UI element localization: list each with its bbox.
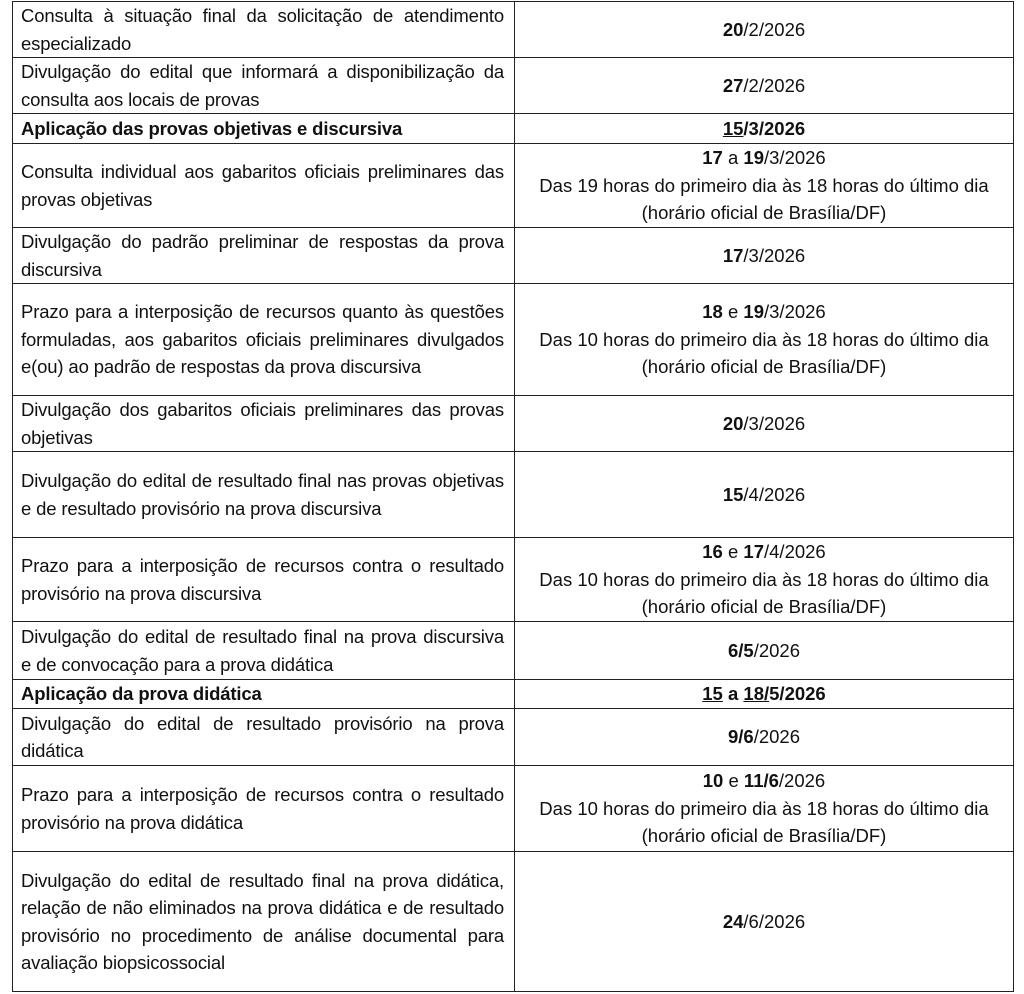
date-value — [702, 541, 825, 562]
date-part: 10 — [702, 770, 724, 792]
date-value — [728, 726, 800, 747]
date-value — [723, 413, 805, 434]
table-row — [13, 709, 1014, 766]
date-part: 17 — [702, 147, 723, 169]
activity-cell: Prazo para a interposição de recursos contra o resultado provisório na prova didática — [13, 766, 515, 852]
date-part: /3/2026 — [743, 244, 806, 266]
activity-cell: Prazo para a interposição de recursos contra o resultado provisório na prova discursiva — [13, 538, 515, 622]
date-part: /2026 — [778, 770, 826, 792]
date-part: 19 — [743, 301, 764, 323]
time-window-note: Das 10 horas do primeiro dia às 18 horas do último dia (horário oficial de Brasília/DF) — [539, 568, 989, 618]
date-part: 15 — [722, 117, 744, 139]
time-window-note: Das 19 horas do primeiro dia às 18 horas do último dia (horário oficial de Brasília/DF) — [539, 174, 989, 224]
date-cell — [515, 396, 1014, 452]
table-row — [13, 58, 1014, 114]
date-part: a — [722, 683, 744, 705]
date-cell — [515, 538, 1014, 622]
table-row — [13, 144, 1014, 228]
date-part: /3/2026 — [743, 117, 806, 139]
date-value — [723, 19, 805, 40]
date-part: 17 — [722, 244, 744, 266]
date-part: 6/5 — [727, 639, 754, 661]
date-value — [702, 683, 825, 704]
activity-cell: Consulta individual aos gabaritos oficiais preliminares das provas objetivas — [13, 144, 515, 228]
activity-cell: Divulgação do edital de resultado provisório na prova didática — [13, 709, 515, 766]
table-row — [13, 114, 1014, 144]
date-part: e — [722, 541, 744, 563]
date-cell — [515, 2, 1014, 58]
date-part: e — [723, 770, 744, 792]
date-part: 17 — [743, 541, 764, 563]
schedule-table-body — [13, 2, 1014, 992]
date-part: /2026 — [753, 726, 800, 748]
date-part: 15 — [722, 483, 744, 505]
time-window-note: Das 10 horas do primeiro dia às 18 horas do último dia (horário oficial de Brasília/DF) — [539, 797, 989, 847]
time-window-note: Das 10 horas do primeiro dia às 18 horas do último dia (horário oficial de Brasília/DF) — [539, 328, 989, 378]
date-part: /2/2026 — [743, 74, 806, 96]
table-row — [13, 680, 1014, 709]
date-cell — [515, 144, 1014, 228]
activity-cell: Divulgação do edital que informará a disponibilização da consulta aos locais de provas — [13, 58, 515, 114]
date-cell — [515, 622, 1014, 680]
date-cell — [515, 284, 1014, 396]
date-part: /3/2026 — [743, 412, 806, 434]
date-part: 24 — [722, 910, 744, 932]
activity-cell: Prazo para a interposição de recursos quanto às questões formuladas, aos gabaritos oficiais preliminares divulgados e(ou) ao padrão de respostas da prova discursiva — [13, 284, 515, 396]
date-cell — [515, 852, 1014, 992]
date-part: /3/2026 — [764, 301, 826, 323]
date-value — [723, 118, 805, 139]
date-part: e — [722, 301, 744, 323]
date-part: 27 — [722, 74, 744, 96]
date-cell — [515, 680, 1014, 709]
date-cell — [515, 114, 1014, 144]
date-part: 18/ — [743, 683, 770, 705]
date-part: /4/2026 — [764, 541, 826, 563]
table-row — [13, 228, 1014, 284]
table-row — [13, 538, 1014, 622]
date-cell — [515, 452, 1014, 538]
activity-cell: Divulgação do edital de resultado final na prova didática, relação de não eliminados na prova didática e de resultado provisório no procedimento de análise documental para avaliação biopsicossocial — [13, 852, 515, 992]
date-part: /4/2026 — [743, 483, 806, 505]
table-row — [13, 2, 1014, 58]
date-part: 19 — [743, 147, 764, 169]
date-cell — [515, 228, 1014, 284]
date-value — [703, 770, 825, 791]
date-part: 18 — [702, 301, 723, 323]
date-part: 20 — [722, 412, 744, 434]
date-part: 15 — [702, 683, 723, 705]
date-value — [723, 75, 805, 96]
date-cell — [515, 766, 1014, 852]
date-part: 16 — [702, 541, 723, 563]
table-row — [13, 852, 1014, 992]
activity-cell: Divulgação dos gabaritos oficiais preliminares das provas objetivas — [13, 396, 515, 452]
date-part: a — [722, 147, 744, 169]
date-part: /3/2026 — [764, 147, 826, 169]
date-part: 5/2026 — [769, 683, 826, 705]
schedule-table — [12, 1, 1014, 992]
activity-cell: Divulgação do edital de resultado final na prova discursiva e de convocação para a prova didática — [13, 622, 515, 680]
activity-cell: Consulta à situação final da solicitação de atendimento especializado — [13, 2, 515, 58]
date-part: 9/6 — [727, 726, 754, 748]
date-value — [728, 640, 800, 661]
table-row — [13, 766, 1014, 852]
date-cell — [515, 58, 1014, 114]
date-value — [702, 301, 825, 322]
activity-cell: Divulgação do padrão preliminar de respostas da prova discursiva — [13, 228, 515, 284]
activity-cell: Aplicação da prova didática — [13, 680, 515, 709]
date-part: /2/2026 — [743, 18, 806, 40]
table-row — [13, 622, 1014, 680]
date-part: 11/6 — [743, 770, 779, 792]
activity-cell: Divulgação do edital de resultado final nas provas objetivas e de resultado provisório na prova discursiva — [13, 452, 515, 538]
date-part: 20 — [722, 18, 744, 40]
activity-cell: Aplicação das provas objetivas e discursiva — [13, 114, 515, 144]
date-value — [723, 484, 805, 505]
date-part: /2026 — [753, 639, 800, 661]
table-row — [13, 284, 1014, 396]
date-part: /6/2026 — [743, 910, 806, 932]
date-value — [702, 147, 825, 168]
date-value — [723, 911, 805, 932]
date-value — [723, 245, 805, 266]
table-row — [13, 452, 1014, 538]
table-row — [13, 396, 1014, 452]
date-cell — [515, 709, 1014, 766]
